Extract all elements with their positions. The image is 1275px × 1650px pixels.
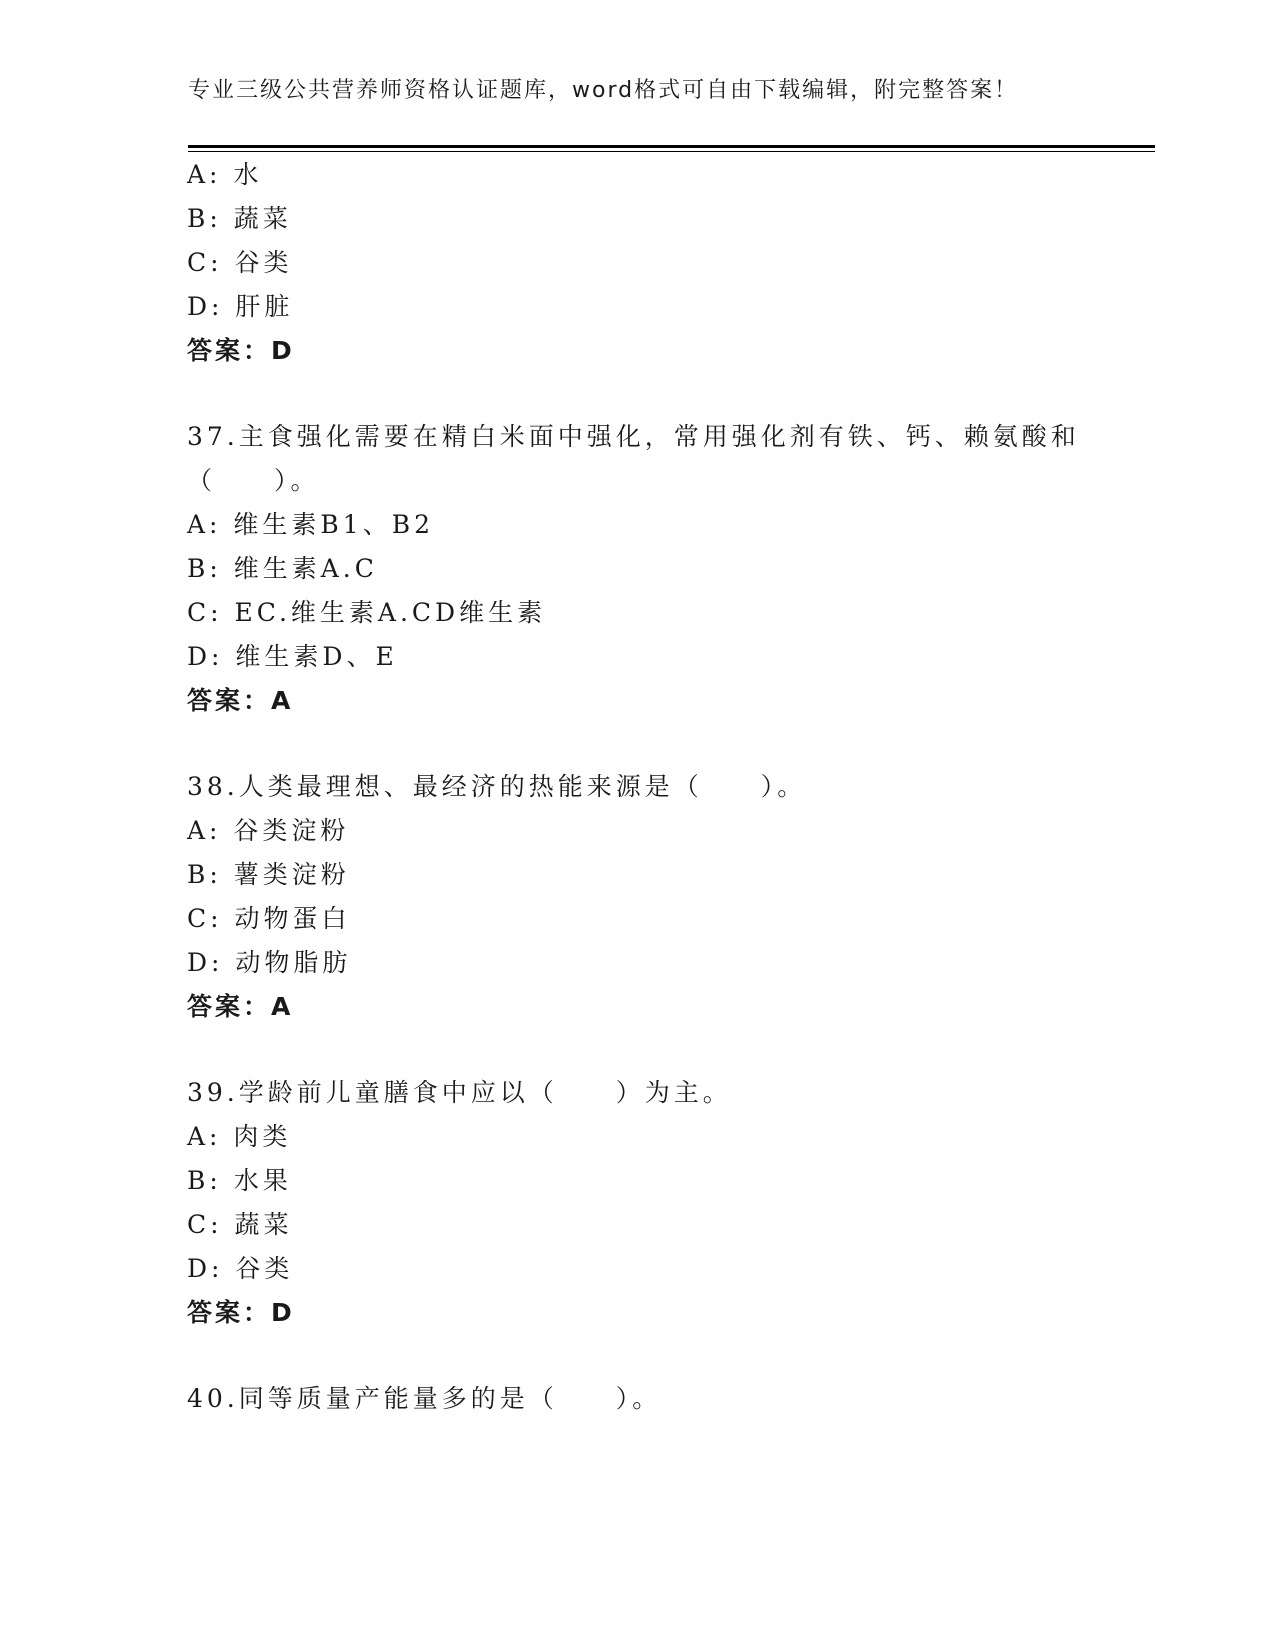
- q39-stem: 39.学龄前儿童膳食中应以（ ）为主。: [187, 1078, 732, 1107]
- q38-option-a: A: 谷类淀粉: [187, 816, 350, 845]
- q36-option-b: B: 蔬菜: [187, 204, 292, 233]
- q40-stem: 40.同等质量产能量多的是（ ）。: [187, 1384, 662, 1413]
- q37-stem-line1: 37.主食强化需要在精白米面中强化，常用强化剂有铁、钙、赖氨酸和: [187, 422, 1080, 451]
- header-text: 专业三级公共营养师资格认证题库，word格式可自由下载编辑，附完整答案！: [188, 78, 1019, 103]
- q39-option-d: D: 谷类: [187, 1254, 294, 1283]
- q37-answer: 答案：A: [187, 686, 294, 715]
- q37-option-a: A: 维生素B1、B2: [187, 510, 434, 539]
- q39-answer: 答案：D: [187, 1298, 295, 1327]
- q38-option-b: B: 薯类淀粉: [187, 860, 350, 889]
- q38-answer: 答案：A: [187, 992, 294, 1021]
- header-rule-thin: [188, 151, 1155, 152]
- q39-option-a: A: 肉类: [187, 1122, 292, 1151]
- q37-stem-line2: （ ）。: [187, 466, 320, 495]
- q38-stem: 38.人类最理想、最经济的热能来源是（ ）。: [187, 772, 807, 801]
- q38-option-d: D: 动物脂肪: [187, 948, 352, 977]
- q36-option-c: C: 谷类: [187, 248, 293, 277]
- header-rule-thick: [188, 145, 1155, 148]
- q38-option-c: C: 动物蛋白: [187, 904, 351, 933]
- q37-option-b: B: 维生素A.C: [187, 554, 378, 583]
- q39-option-c: C: 蔬菜: [187, 1210, 293, 1239]
- q37-option-d: D: 维生素D、E: [187, 642, 398, 671]
- q36-option-a: A: 水: [187, 160, 263, 189]
- q36-answer: 答案：D: [187, 336, 295, 365]
- q36-option-d: D: 肝脏: [187, 292, 294, 321]
- q39-option-b: B: 水果: [187, 1166, 292, 1195]
- q37-option-c: C: EC.维生素A.CD维生素: [187, 598, 547, 627]
